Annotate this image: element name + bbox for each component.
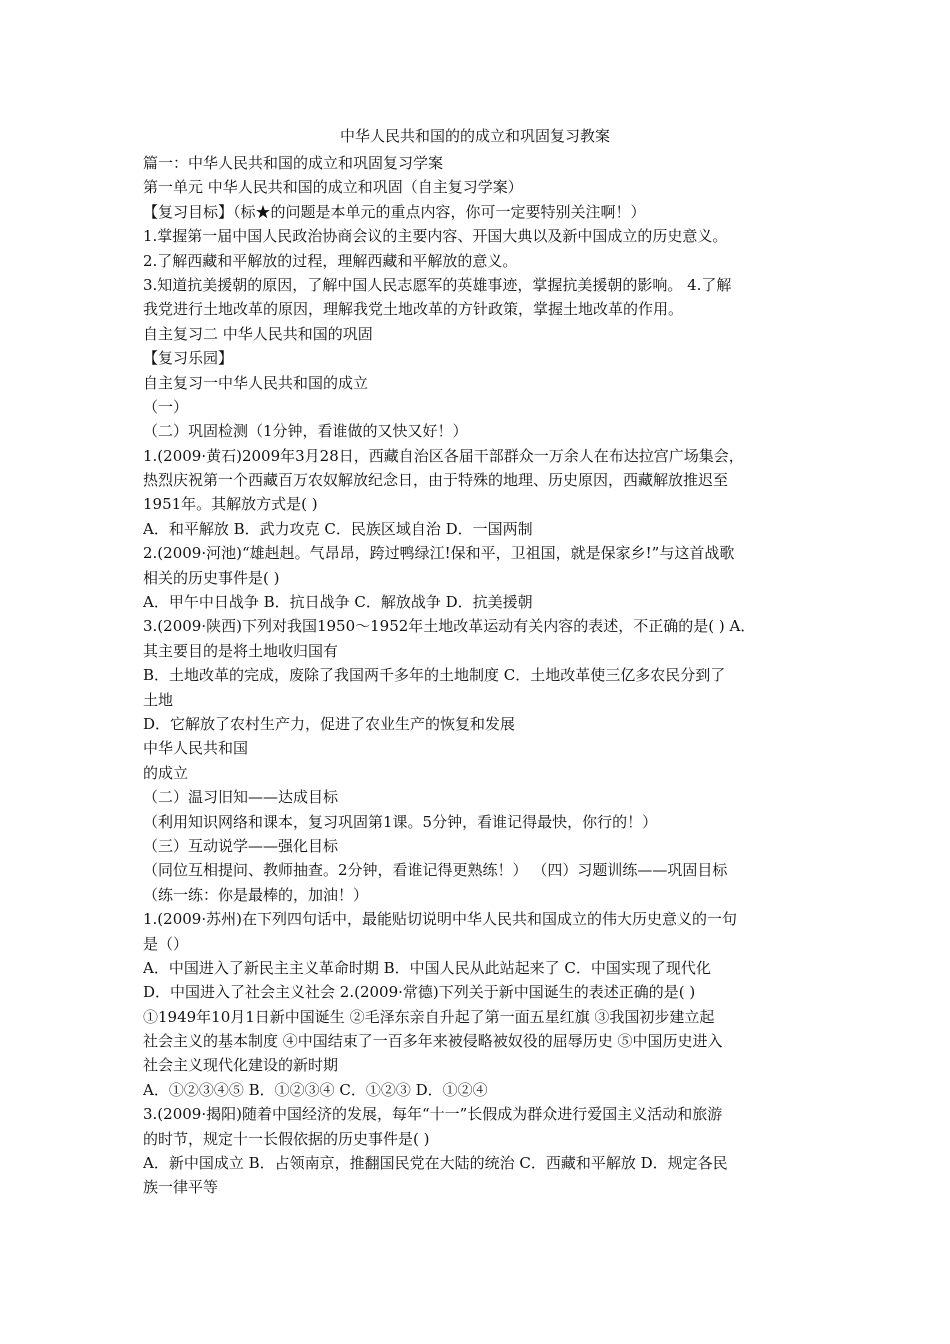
text-line: B．土地改革的完成，废除了我国两千多年的土地制度 C．土地改革使三亿多农民分到了 [143,666,726,685]
text-line: 社会主义现代化建设的新时期 [143,1056,339,1075]
text-line: D．它解放了农村生产力，促进了农业生产的恢复和发展 [143,714,516,733]
text-line: 我党进行土地改革的原因，理解我党土地改革的方针政策，掌握土地改革的作用。 [143,300,684,319]
text-line: 相关的历史事件是( ) [143,568,280,587]
text-line: 1.掌握第一届中国人民政治协商会议的主要内容、开国大典以及新中国成立的历史意义。 [143,227,728,246]
text-line: （练一练：你是最棒的，加油！） [143,885,369,904]
text-line: （利用知识网络和课本，复习巩固第1课。5分钟，看谁记得最快，你行的！） [143,812,658,831]
text-line: 其主要目的是将土地收归国有 [143,641,339,660]
text-line: 2.(2009·河池)“雄赳赳。气昂昂，跨过鸭绿江!保和平，卫祖国，就是保家乡!”与这首战歌 [143,544,735,563]
text-line: ①1949年10月1日新中国诞生 ②毛泽东亲自升起了第一面五星红旗 ③我国初步建立起 [143,1007,715,1026]
text-line: 土地 [143,690,174,709]
text-line: A．①②③④⑤ B．①②③④ C．①②③ D．①②④ [143,1080,488,1099]
text-line: （三）互动说学——强化目标 [143,836,339,855]
text-line: 第一单元 中华人民共和国的成立和巩固（自主复习学案） [143,178,523,197]
text-line: D．中国进入了社会主义社会 2.(2009·常德)下列关于新中国诞生的表述正确的是( ) [143,983,696,1002]
text-line: 自主复习一中华人民共和国的成立 [143,373,369,392]
text-line: 热烈庆祝第一个西藏百万农奴解放纪念日，由于特殊的地理、历史原因，西藏解放推迟至 [143,471,729,490]
document-title: 中华人民共和国的的成立和巩固复习教案 [339,127,610,145]
document-body [143,151,811,1200]
text-line: 【复习目标】（标★的问题是本单元的重点内容，你可一定要特别关注啊！） [143,202,646,221]
text-line: （一） [143,397,189,416]
text-line: 1.(2009·苏州)在下列四句话中，最能贴切说明中华人民共和国成立的伟大历史意义的一句 [143,910,737,929]
text-line: 1.(2009·黄石)2009年3月28日，西藏自治区各届干部群众一万余人在布达拉宫广场集会， [143,446,744,465]
text-line: 的时节，规定十一长假依据的历史事件是( ) [143,1129,430,1148]
text-line: 自主复习二 中华人民共和国的巩固 [143,324,373,343]
text-line: 3.知道抗美援朝的原因，了解中国人民志愿军的英雄事迹，掌握抗美援朝的影响。 4.了解 [143,275,732,294]
text-line: （同位互相提问、教师抽查。2分钟，看谁记得更熟练！） （四）习题训练——巩固目标 [143,861,728,880]
text-line: 族一律平等 [143,1178,219,1197]
text-line: A．甲午中日战争 B．抗日战争 C．解放战争 D．抗美援朝 [143,593,533,612]
text-line: 篇一：中华人民共和国的成立和巩固复习学案 [143,154,444,172]
text-line: （二）温习旧知——达成目标 [143,788,339,807]
text-line: A．中国进入了新民主主义革命时期 B．中国人民从此站起来了 C．中国实现了现代化 [143,958,711,977]
text-line: 中华人民共和国 [143,739,249,758]
text-line: A．新中国成立 B．占领南京，推翻国民党在大陆的统治 C．西藏和平解放 D．规定各民 [143,1154,728,1173]
text-line: 1951年。其解放方式是( ) [143,495,318,514]
text-line: 3.(2009·陕西)下列对我国1950～1952年土地改革运动有关内容的表述，不正确的是( ) A． [143,617,756,636]
text-line: 是（） [143,934,189,953]
text-line: 2.了解西藏和平解放的过程，理解西藏和平解放的意义。 [143,251,518,270]
text-line: 【复习乐园】 [143,349,234,368]
text-line: 3.(2009·揭阳)随着中国经济的发展，每年“十一”长假成为群众进行爱国主义活动和旅游 [143,1105,723,1124]
text-line: 的成立 [143,763,189,782]
text-line: A．和平解放 B．武力攻克 C．民族区域自治 D．一国两制 [143,519,533,538]
text-line: 社会主义的基本制度 ④中国结束了一百多年来被侵略被奴役的屈辱历史 ⑤中国历史进入 [143,1032,723,1051]
text-line: （二）巩固检测（1分钟，看谁做的又快又好！） [143,422,468,441]
